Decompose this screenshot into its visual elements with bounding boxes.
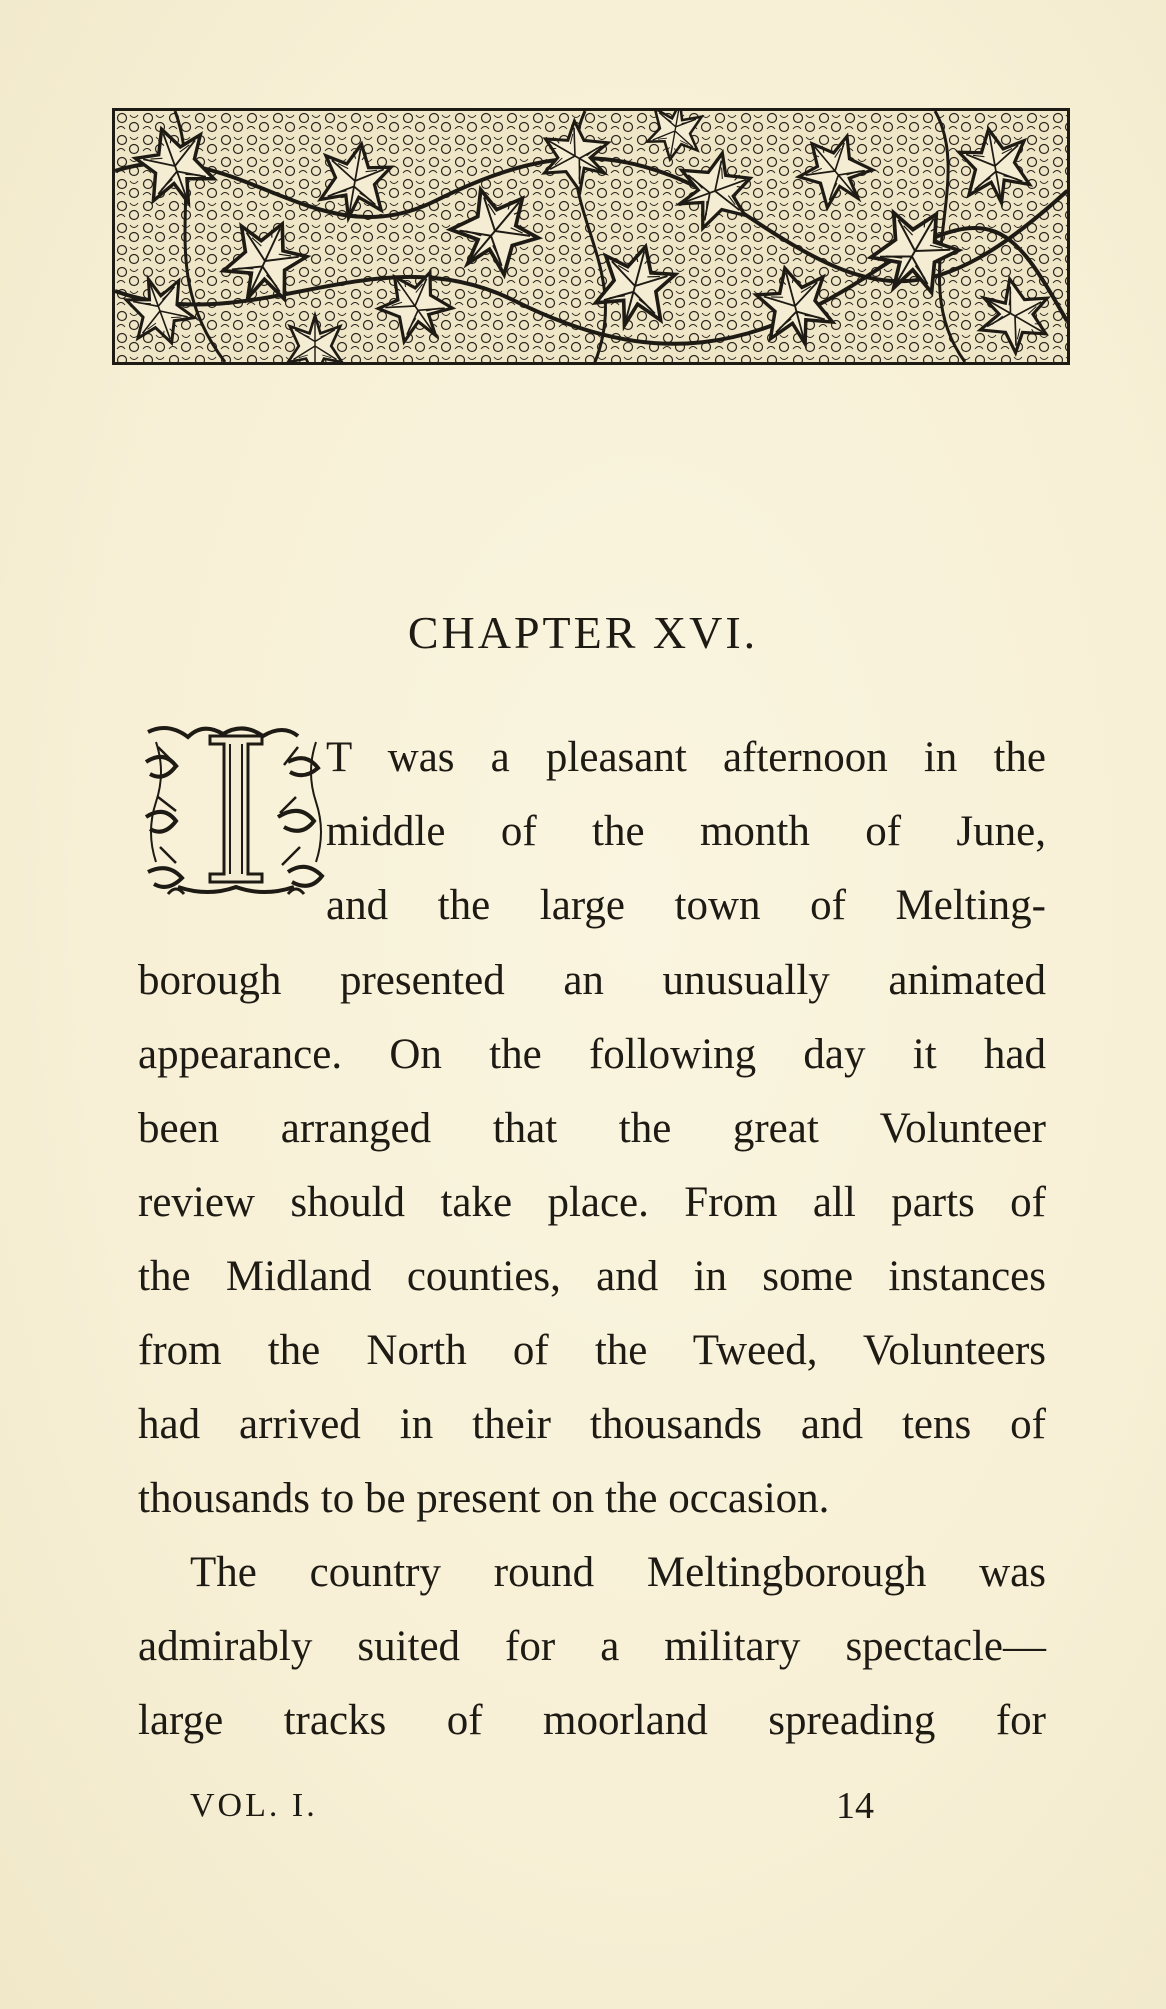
- text-line-12: The country round Meltingborough was: [190, 1549, 1046, 1596]
- text-line-13: admirably suited for a military spectacle—: [138, 1623, 1046, 1670]
- chapter-title: CHAPTER XVI.: [407, 607, 759, 658]
- text-line-7: review should take place. From all parts of: [138, 1179, 1046, 1226]
- text-line-1: T was a pleasant afternoon in the: [326, 734, 1046, 781]
- signature-number: 14: [836, 1785, 874, 1827]
- text-line-4: borough presented an unusually animated: [138, 957, 1046, 1004]
- text-line-2: middle of the month of June,: [326, 808, 1046, 855]
- text-line-3: and the large town of Melting-: [326, 882, 1046, 929]
- volume-signature: VOL. I.: [190, 1787, 318, 1824]
- text-line-9: from the North of the Tweed, Volunteers: [138, 1327, 1046, 1374]
- text-line-11: thousands to be present on the occasion.: [138, 1475, 830, 1522]
- text-line-8: the Midland counties, and in some instances: [138, 1253, 1046, 1300]
- text-line-10: had arrived in their thousands and tens of: [138, 1401, 1046, 1448]
- ornamental-dropcap: [138, 722, 334, 900]
- ivy-headpiece-ornament: [112, 108, 1070, 365]
- text-line-6: been arranged that the great Volunteer: [138, 1105, 1046, 1152]
- text-line-5: appearance. On the following day it had: [138, 1031, 1046, 1078]
- text-line-14: large tracks of moorland spreading for: [138, 1697, 1046, 1744]
